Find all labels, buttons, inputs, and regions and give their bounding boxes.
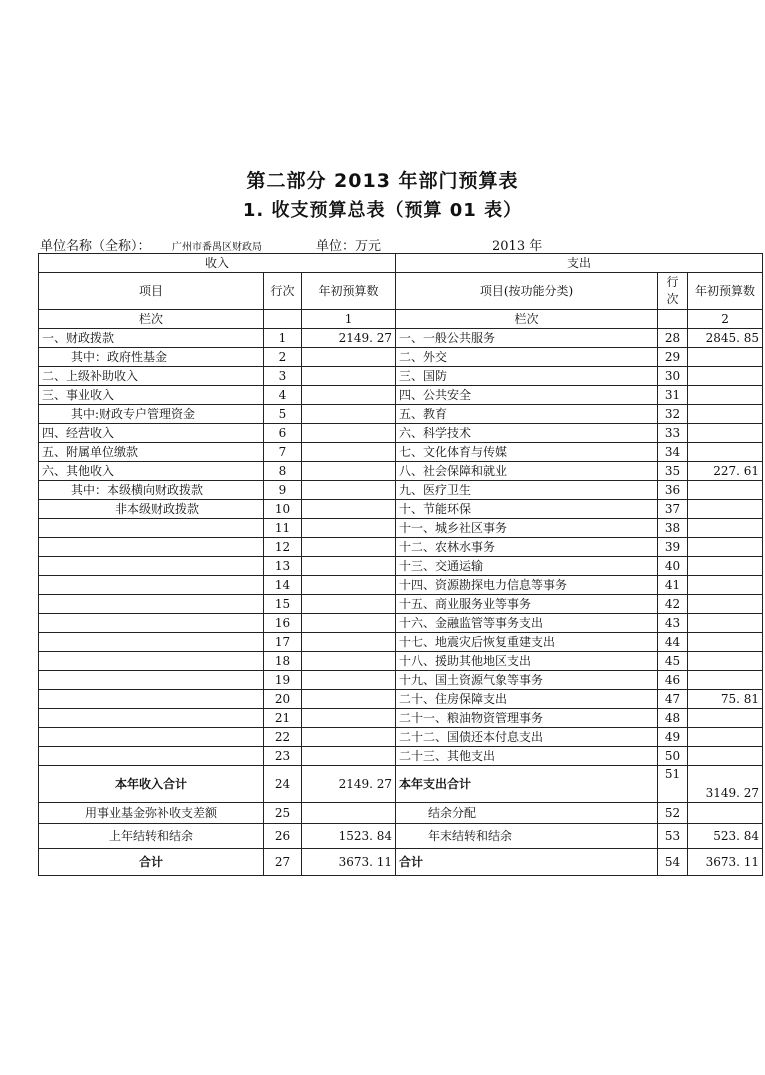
- income-value: [302, 462, 396, 481]
- expense-value: [688, 367, 763, 386]
- expense-item: 二十一、粮油物资管理事务: [396, 709, 658, 728]
- table-row: [39, 557, 763, 576]
- expense-row-no: 32: [658, 405, 688, 424]
- income-value: [302, 557, 396, 576]
- income-value: [302, 728, 396, 747]
- table-row: [39, 633, 763, 652]
- income-row-no: 14: [264, 576, 302, 595]
- grand-total-no-right: 54: [658, 849, 688, 876]
- table-row: [39, 348, 763, 367]
- expense-item: 十七、地震灾后恢复重建支出: [396, 633, 658, 652]
- row-no-exp-header: 行次: [658, 273, 688, 310]
- table-title: 1. 收支预算总表（预算 01 表）: [242, 200, 523, 221]
- expense-item: 十八、援助其他地区支出: [396, 652, 658, 671]
- income-row-no: 18: [264, 652, 302, 671]
- expense-row-no: 35: [658, 462, 688, 481]
- expense-row-no: 29: [658, 348, 688, 367]
- expense-value: [688, 424, 763, 443]
- table-row: [39, 614, 763, 633]
- page-title: 第二部分 2013 年部门预算表: [246, 170, 519, 192]
- income-value: [302, 386, 396, 405]
- income-value: [302, 576, 396, 595]
- year-label: 2013 年: [492, 239, 543, 254]
- col-index-row: [39, 310, 763, 329]
- col-index-empty: [264, 310, 302, 329]
- expense-value: 75. 81: [688, 690, 763, 709]
- grand-total-label-left: 合计: [39, 849, 264, 876]
- table-row: [39, 709, 763, 728]
- budget-exp-header: 年初预算数: [688, 273, 763, 310]
- expense-header: 支出: [396, 254, 763, 273]
- expense-value: [688, 519, 763, 538]
- income-row-no: 22: [264, 728, 302, 747]
- income-item: [39, 595, 264, 614]
- table-row: [39, 576, 763, 595]
- table-row: [39, 519, 763, 538]
- table-row: [39, 367, 763, 386]
- income-value: [302, 405, 396, 424]
- table-row: [39, 747, 763, 766]
- header-row-section: [39, 254, 763, 273]
- income-value: [302, 690, 396, 709]
- expense-row-no: 38: [658, 519, 688, 538]
- expense-item: 十三、交通运输: [396, 557, 658, 576]
- income-value: [302, 538, 396, 557]
- expense-item: 五、教育: [396, 405, 658, 424]
- expense-value: [688, 709, 763, 728]
- income-value: [302, 481, 396, 500]
- grand-total-value-left: 3673. 11: [302, 849, 396, 876]
- income-value: [302, 500, 396, 519]
- income-value: 2149. 27: [302, 329, 396, 348]
- income-value: [302, 367, 396, 386]
- income-row-no: 8: [264, 462, 302, 481]
- expense-row-no: 36: [658, 481, 688, 500]
- expense-item: 九、医疗卫生: [396, 481, 658, 500]
- income-item: [39, 690, 264, 709]
- table-row: [39, 652, 763, 671]
- income-item: [39, 633, 264, 652]
- income-row-no: 13: [264, 557, 302, 576]
- income-total-row: [39, 766, 763, 803]
- expense-value: [688, 538, 763, 557]
- income-item: [39, 652, 264, 671]
- table-row: [39, 690, 763, 709]
- budget-table: [38, 253, 763, 876]
- income-header: 收入: [39, 254, 396, 273]
- income-row-no: 16: [264, 614, 302, 633]
- expense-value: [688, 557, 763, 576]
- expense-total-value: 3149. 27: [688, 766, 763, 803]
- income-row-no: 9: [264, 481, 302, 500]
- surplus-dist-no: 52: [658, 803, 688, 824]
- income-row-no: 1: [264, 329, 302, 348]
- expense-value: [688, 671, 763, 690]
- income-item: 一、财政拨款: [39, 329, 264, 348]
- expense-row-no: 48: [658, 709, 688, 728]
- expense-row-no: 49: [658, 728, 688, 747]
- income-value: [302, 443, 396, 462]
- table-row: [39, 500, 763, 519]
- carry-no: 26: [264, 824, 302, 849]
- expense-value: [688, 576, 763, 595]
- expense-value: [688, 386, 763, 405]
- expense-row-no: 34: [658, 443, 688, 462]
- expense-item: 八、社会保障和就业: [396, 462, 658, 481]
- expense-row-no: 42: [658, 595, 688, 614]
- unit-name-value: 广州市番禺区财政局: [172, 242, 262, 253]
- expense-total-no: 51: [658, 766, 688, 803]
- income-item: [39, 709, 264, 728]
- surplus-dist-label: 结余分配: [396, 803, 658, 824]
- table-row: [39, 462, 763, 481]
- grand-total-value-right: 3673. 11: [688, 849, 763, 876]
- expense-item: 二十三、其他支出: [396, 747, 658, 766]
- table-row: [39, 538, 763, 557]
- income-item: 六、其他收入: [39, 462, 264, 481]
- expense-item: 一、一般公共服务: [396, 329, 658, 348]
- income-row-no: 23: [264, 747, 302, 766]
- income-item: [39, 747, 264, 766]
- expense-row-no: 28: [658, 329, 688, 348]
- income-value: [302, 652, 396, 671]
- year-end-no: 53: [658, 824, 688, 849]
- year-end-label: 年末结转和结余: [396, 824, 658, 849]
- table-row: [39, 671, 763, 690]
- income-item: [39, 614, 264, 633]
- grand-total-label-right: 合计: [396, 849, 658, 876]
- expense-value: [688, 405, 763, 424]
- expense-item: 十九、国土资源气象等事务: [396, 671, 658, 690]
- expense-value: [688, 481, 763, 500]
- table-row: [39, 386, 763, 405]
- income-item: [39, 557, 264, 576]
- col-index-label: 栏次: [39, 310, 264, 329]
- income-item: 其中：本级横向财政拨款: [39, 481, 264, 500]
- col-no-2: 2: [688, 310, 763, 329]
- income-item: 其中：政府性基金: [39, 348, 264, 367]
- grand-total-no-left: 27: [264, 849, 302, 876]
- expense-value: [688, 595, 763, 614]
- expense-item: 十二、农林水事务: [396, 538, 658, 557]
- income-value: [302, 424, 396, 443]
- expense-row-no: 50: [658, 747, 688, 766]
- income-value: [302, 595, 396, 614]
- table-row: [39, 405, 763, 424]
- grand-total-row: [39, 849, 763, 876]
- income-item: [39, 671, 264, 690]
- table-row: [39, 443, 763, 462]
- income-item: [39, 576, 264, 595]
- income-value: [302, 614, 396, 633]
- income-item: 非本级财政拨款: [39, 500, 264, 519]
- income-item: [39, 538, 264, 557]
- expense-value: [688, 614, 763, 633]
- income-row-no: 7: [264, 443, 302, 462]
- expense-row-no: 45: [658, 652, 688, 671]
- expense-value: [688, 633, 763, 652]
- income-row-no: 12: [264, 538, 302, 557]
- expense-row-no: 39: [658, 538, 688, 557]
- table-row: [39, 329, 763, 348]
- year-end-value: 523. 84: [688, 824, 763, 849]
- expense-item: 三、国防: [396, 367, 658, 386]
- expense-item: 十六、金融监管等事务支出: [396, 614, 658, 633]
- col-index-exp-label: 栏次: [396, 310, 658, 329]
- expense-value: [688, 652, 763, 671]
- table-row: [39, 595, 763, 614]
- table-row: [39, 481, 763, 500]
- header-row-columns: [39, 273, 763, 310]
- carry-label: 上年结转和结余: [39, 824, 264, 849]
- income-value: [302, 671, 396, 690]
- expense-value: 2845. 85: [688, 329, 763, 348]
- expense-item: 二、外交: [396, 348, 658, 367]
- income-total-label: 本年收入合计: [39, 766, 264, 803]
- income-item: [39, 728, 264, 747]
- item-header: 项目: [39, 273, 264, 310]
- income-row-no: 5: [264, 405, 302, 424]
- expense-value: [688, 728, 763, 747]
- fund-no: 25: [264, 803, 302, 824]
- expense-item: 十一、城乡社区事务: [396, 519, 658, 538]
- income-row-no: 21: [264, 709, 302, 728]
- row-no-header: 行次: [264, 273, 302, 310]
- expense-value: [688, 500, 763, 519]
- unit-label: 单位：万元: [316, 239, 382, 254]
- income-row-no: 11: [264, 519, 302, 538]
- income-row-no: 15: [264, 595, 302, 614]
- expense-total-label: 本年支出合计: [396, 766, 658, 803]
- expense-row-no: 33: [658, 424, 688, 443]
- expense-value: [688, 348, 763, 367]
- income-item: [39, 519, 264, 538]
- expense-row-no: 30: [658, 367, 688, 386]
- income-item: 其中:财政专户管理资金: [39, 405, 264, 424]
- income-total-value: 2149. 27: [302, 766, 396, 803]
- expense-row-no: 31: [658, 386, 688, 405]
- expense-row-no: 47: [658, 690, 688, 709]
- income-item: 二、上级补助收入: [39, 367, 264, 386]
- expense-item: 二十、住房保障支出: [396, 690, 658, 709]
- expense-row-no: 44: [658, 633, 688, 652]
- expense-row-no: 43: [658, 614, 688, 633]
- budget-header: 年初预算数: [302, 273, 396, 310]
- expense-item: 四、公共安全: [396, 386, 658, 405]
- income-value: [302, 348, 396, 367]
- expense-value: [688, 443, 763, 462]
- fund-label: 用事业基金弥补收支差额: [39, 803, 264, 824]
- income-value: [302, 709, 396, 728]
- col-index-exp-empty: [658, 310, 688, 329]
- income-row-no: 4: [264, 386, 302, 405]
- expense-item: 六、科学技术: [396, 424, 658, 443]
- expense-item: 十、节能环保: [396, 500, 658, 519]
- income-total-no: 24: [264, 766, 302, 803]
- item-func-header: 项目(按功能分类): [396, 273, 658, 310]
- table-row: [39, 424, 763, 443]
- carry-row: [39, 824, 763, 849]
- income-row-no: 17: [264, 633, 302, 652]
- unit-name-label: 单位名称（全称）：: [40, 239, 151, 254]
- income-row-no: 3: [264, 367, 302, 386]
- income-row-no: 19: [264, 671, 302, 690]
- expense-row-no: 46: [658, 671, 688, 690]
- expense-value: 227. 61: [688, 462, 763, 481]
- expense-row-no: 40: [658, 557, 688, 576]
- expense-item: 七、文化体育与传媒: [396, 443, 658, 462]
- expense-value: [688, 747, 763, 766]
- expense-row-no: 41: [658, 576, 688, 595]
- expense-item: 十五、商业服务业等事务: [396, 595, 658, 614]
- income-value: [302, 519, 396, 538]
- income-item: 三、事业收入: [39, 386, 264, 405]
- income-value: [302, 633, 396, 652]
- income-item: 四、经营收入: [39, 424, 264, 443]
- fund-row: [39, 803, 763, 824]
- income-row-no: 6: [264, 424, 302, 443]
- fund-value: [302, 803, 396, 824]
- income-row-no: 10: [264, 500, 302, 519]
- expense-item: 二十二、国债还本付息支出: [396, 728, 658, 747]
- income-item: 五、附属单位缴款: [39, 443, 264, 462]
- table-row: [39, 728, 763, 747]
- surplus-dist-value: [688, 803, 763, 824]
- income-row-no: 20: [264, 690, 302, 709]
- expense-row-no: 37: [658, 500, 688, 519]
- income-row-no: 2: [264, 348, 302, 367]
- carry-value: 1523. 84: [302, 824, 396, 849]
- expense-item: 十四、资源勘探电力信息等事务: [396, 576, 658, 595]
- col-no-1: 1: [302, 310, 396, 329]
- income-value: [302, 747, 396, 766]
